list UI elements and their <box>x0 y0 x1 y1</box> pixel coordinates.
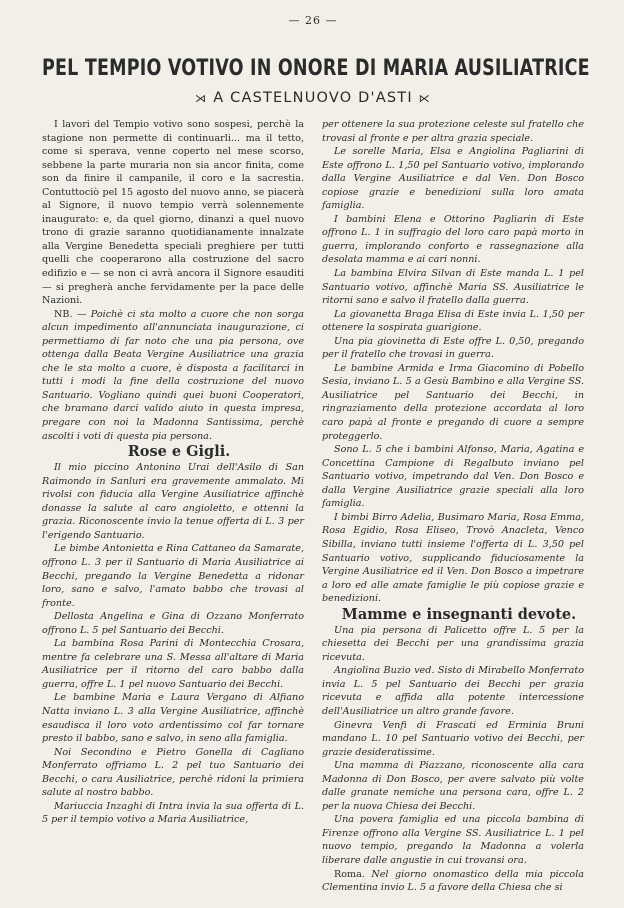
intro-paragraph: I lavori del Tempio votivo sono sospesi, perchè la stagione non permette di continuarli... ma il tetto, come si sperava, venne coperto nel mese scorso, sebbene la parte muraria non sia ancor finita, come son da finire il campanile, il coro e la sacrestia. Contuttociò pel 15 agosto del nuovo anno, se piacerà al Signore, il nuovo tempio verrà solennemente inaugurato: e, da quel giorno, dinanzi a quel nuovo trono di grazie saranno quotidianamente innalzate alla Vergine Benedetta speciali preghiere per tutti quelli che cooperarono alla costruzione del sacro edifizio e — se non ci avrà ancora il Signore esauditi — si pregherà anche fervidamente per la pace delle Nazioni. <box>42 119 304 307</box>
letter-paragraph: Noi Secondino e Pietro Gonella di Cagliano Monferrato offriamo L. 2 pel tuo Santuario dei Becchi, o cara Ausiliatrice, perchè ridoni la primiera salute al nostro babbo. <box>42 746 304 799</box>
article-subtitle <box>42 90 584 106</box>
place-name: Roma. <box>334 868 365 880</box>
letter-paragraph: Una pia persona di Palicetto offre L. 5 per la chiesetta dei Becchi per una grandissima grazia ricevuta. <box>322 624 584 663</box>
letter-paragraph: Ginevra Venfi di Frascati ed Erminia Bruni mandano L. 10 pel Santuario votivo dei Becchi, per grazie desideratissime. <box>322 719 584 758</box>
two-column-body <box>42 118 584 895</box>
letter-paragraph: Il mio piccino Antonino Urai dell'Asilo di San Raimondo in Sanluri era gravemente ammalato. Mi rivolsi con fiducia alla Vergine Ausiliatrice affinchè donasse la salute al caro angioletto, e ottenni la grazia. Riconoscente invio la tenue offerta di L. 3 per l'erigendo Santuario. <box>42 462 304 541</box>
letter-paragraph: La bambina Elvira Silvan di Este manda L. 1 pel Santuario votivo, affinchè Maria SS. Ausiliatrice le ritorni sano e salvo il fratello dalla guerra. <box>322 268 584 307</box>
letter-text: Nel giorno onomastico della mia piccola Clementina invio L. 5 a favore della Chiesa che si <box>322 868 584 894</box>
letter-paragraph: Una povera famiglia ed una piccola bambina di Firenze offrono alla Vergine SS. Ausiliatrice L. 1 pel nuovo tempio, pregando la Madonna a volerla liberare dalle angustie in cui trovansi ora. <box>322 814 584 866</box>
nota-bene-paragraph <box>42 308 304 443</box>
letter-paragraph: Le bambine Armida e Irma Giacomino di Pobello Sesia, inviano L. 5 a Gesù Bambino e alla Vergine SS. Ausiliatrice pel Santuario dei Becchi, in ringraziamento della protezione accordata al loro caro papà al fronte e pregando di cuore a sempre proteggerlo. <box>322 362 584 442</box>
letter-paragraph: I bimbi Birro Adelia, Busimaro Maria, Rosa Emma, Rosa Egidio, Rosa Eliseo, Trovò Anacleta, Venco Sibilla, inviano tutti insieme l'offerta di L. 3,50 pel Santuario votivo, supplicando fiduciosamente la Vergine Ausiliatrice ed il Ven. Don Bosco a impetrare a loro ed alle amate famiglie le più copiose grazie e benedizioni. <box>322 511 584 605</box>
letter-paragraph: I bambini Elena e Ottorino Pagliarin di Este offrono L. 1 in suffragio del loro caro papà morto in guerra, implorando conforto e rassegnazione alla desolata mamma e ai cari nonni. <box>322 213 584 266</box>
article-title: PEL TEMPIO VOTIVO IN ONORE DI MARIA AUSILIATRICE <box>42 56 590 81</box>
ornament-left-icon: ⋊ <box>195 92 208 105</box>
letter-paragraph: Angiolina Buzio ved. Sisto di Mirabello Monferrato invia L. 5 pel Santuario dei Becchi per grazia ricevuta e affida alla potente intercessione dell'Ausiliatrice un altro grande favore. <box>322 665 584 717</box>
right-column <box>322 118 584 895</box>
nb-text: Poichè ci sta molto a cuore che non sorga alcun impedimento all'annunciata inaugurazione, ci permettiamo di far noto che una pia persona, ove ottenga dalla Beata Vergine Ausiliatrice una grazia che le sta molto a cuore, è disposta a facilitarci in tutti i modi la fine della costruzione del nuovo Santuario. Vogliano quindi quei buoni Cooperatori, che bramano darci valido aiuto in questa impresa, pregare con noi la Madonna Santissima, perchè ascolti i voti di questa pia persona. <box>42 308 304 442</box>
letter-paragraph: Le bambine Maria e Laura Vergano di Alfiano Natta inviano L. 3 alla Vergine Ausiliatrice, affinchè esaudisca il loro voto ardentissimo col far tornare presto il babbo, sano e salvo, in seno alla famiglia. <box>42 692 304 745</box>
letter-paragraph: Sono L. 5 che i bambini Alfonso, Maria, Agatina e Concettina Campione di Regalbuto inviano pel Santuario votivo, impetrando dal Ven. Don Bosco e dalla Vergine Ausiliatrice grazie speciali alla loro famiglia. <box>322 444 584 510</box>
letter-paragraph: Dellosta Angelina e Gina di Ozzano Monferrato offrono L. 5 pel Santuario dei Becchi. <box>42 611 304 636</box>
page-number: — 26 — <box>288 14 338 27</box>
letter-paragraph: La bambina Rosa Parini di Montecchia Crosara, mentre fa celebrare una S. Messa all'altare di Maria Ausiliatrice per il ritorno del caro babbo dalla guerra, offre L. 1 pel nuovo Santuario dei Becchi. <box>42 638 304 690</box>
ornament-right-icon: ⋉ <box>418 92 431 105</box>
letter-paragraph: Mariuccia Inzaghi di Intra invia la sua offerta di L. 5 per il tempio votivo a Maria Ausiliatrice, <box>42 800 304 826</box>
section-heading-rose-e-gigli: Rose e Gigli. <box>127 443 231 461</box>
letter-paragraph <box>322 868 584 895</box>
letter-continuation: per ottenere la sua protezione celeste sul fratello che trovasi al fronte e per altra grazia speciale. <box>322 119 584 144</box>
nb-label: NB. — <box>54 308 87 320</box>
letter-paragraph: Le sorelle Maria, Elsa e Angiolina Pagliarini di Este offrono L. 1,50 pel Santuario votivo, implorando dalla Vergine Ausiliatrice e dal Ven. Don Bosco copiose grazie e benedizioni sulla loro amata famiglia. <box>322 146 584 212</box>
section-heading-mamme-e-insegnanti: Mamme e insegnanti devote. <box>341 605 577 623</box>
letter-paragraph: Una pia giovinetta di Este offre L. 0,50, pregando per il fratello che trovasi in guerra. <box>322 335 584 361</box>
letter-paragraph: La giovanetta Braga Elisa di Este invia L. 1,50 per ottenere la sospirata guarigione. <box>322 308 584 334</box>
subtitle-text: A CASTELNUOVO D'ASTI <box>213 90 413 106</box>
letter-paragraph: Una mamma di Piazzano, riconoscente alla cara Madonna di Don Bosco, per avere salvato più volte dalle granate nemiche una persona cara, offre L. 2 per la nuova Chiesa dei Becchi. <box>322 760 584 812</box>
letter-paragraph: Le bimbe Antonietta e Rina Cattaneo da Samarate, offrono L. 3 per il Santuario di Maria Ausiliatrice ai Becchi, pregando la Vergine Benedetta a ridonar loro, sano e salvo, l'amato babbo che trovasi al fronte. <box>42 543 304 609</box>
left-column <box>42 118 304 895</box>
